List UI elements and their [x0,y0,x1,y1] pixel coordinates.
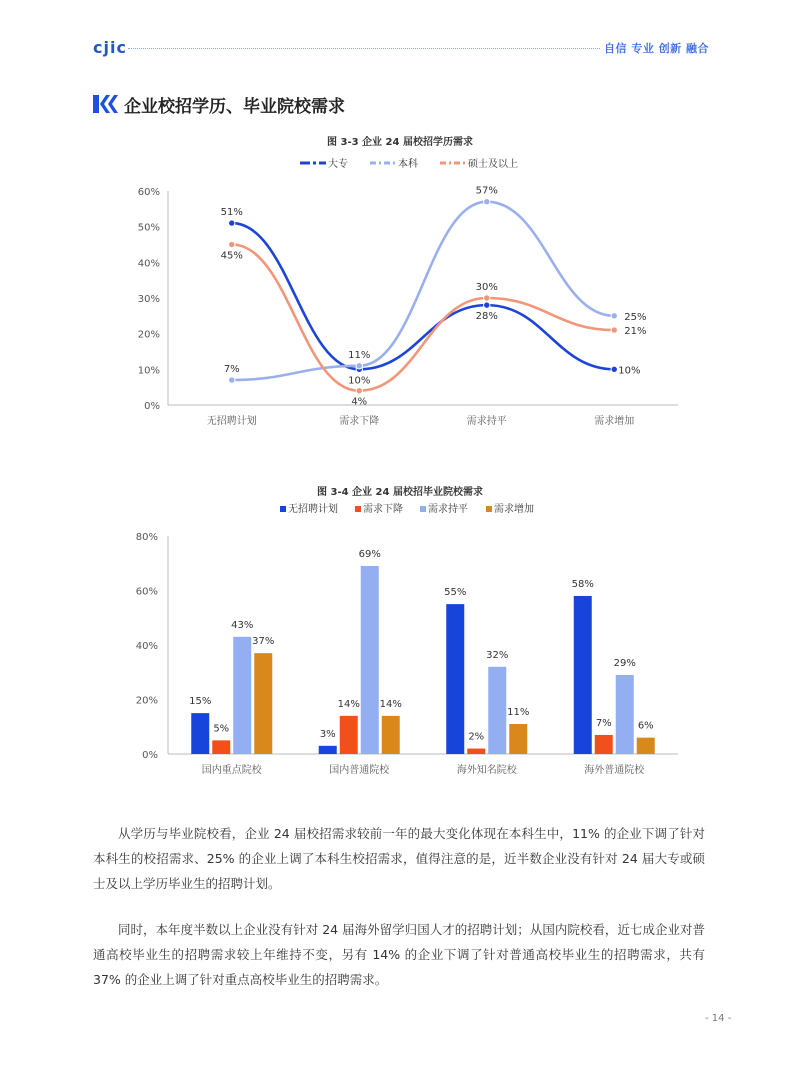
y-tick-label: 30% [137,294,160,305]
data-label: 45% [220,250,243,262]
figure-3-3-title: 图 3-3 企业 24 届校招学历需求 [327,137,473,148]
page-number: - 14 - [705,1013,732,1024]
bar [637,738,655,754]
data-point [356,388,362,394]
y-tick-label: 50% [137,222,160,234]
body-paragraph-2: 同时，本年度半数以上企业没有针对 24 届海外留学归国人才的招聘计划；从国内院校看，近七成企业对普通高校毕业生的招聘需求较上年维持不变，另有 14% 的企业下调了针对普通高校毕业生的招聘需求，共有 37% 的企业上调了针对重点高校毕业生的招聘需求。 [93,922,705,987]
data-label: 10% [618,365,641,377]
header-slogan: 自信 专业 创新 融合 [604,42,709,55]
bar [595,735,613,754]
legend-label: 需求增加 [494,504,534,515]
x-tick-label: 需求持平 [466,416,507,427]
data-point [611,313,617,319]
x-tick-label: 无招聘计划 [206,416,257,427]
school-demand-bar-chart [0,498,793,788]
bar [233,637,251,754]
series-line [232,245,615,391]
legend-label: 无招聘计划 [288,504,338,515]
data-label: 4% [351,396,368,408]
bar-value-label: 5% [213,723,230,735]
bar-value-label: 58% [571,578,594,590]
data-point [229,220,235,226]
x-tick-label: 海外知名院校 [456,765,517,776]
bar-value-label: 6% [637,720,654,732]
data-label: 11% [348,349,371,361]
data-label: 10% [348,375,371,387]
bar [467,749,485,754]
legend-label: 需求下降 [363,504,403,515]
bar [191,713,209,754]
data-point [611,366,617,372]
bar [488,667,506,754]
legend-label: 本科 [398,159,418,170]
series-line [232,202,615,380]
y-tick-label: 20% [135,695,158,707]
data-point [611,327,617,333]
body-paragraph-1: 从学历与毕业院校看，企业 24 届校招需求较前一年的最大变化体现在本科生中，11% 的企业下调了针对本科生的校招需求、25% 的企业上调了本科生校招需求，值得注意的是，近半数企业没有针对 24 届大专或硕士及以上学历毕业生的招聘计划。 [93,826,705,891]
bar [382,716,400,754]
bar-value-label: 15% [189,696,212,708]
bar-value-label: 32% [486,649,509,661]
y-tick-label: 40% [137,258,160,270]
x-tick-label: 海外普通院校 [584,765,645,776]
data-point [229,241,235,247]
legend-swatch [355,506,361,512]
bar [446,604,464,754]
data-point [484,199,490,205]
legend-swatch [486,506,492,512]
bar-value-label: 55% [444,587,467,599]
logo: cjic [93,38,127,57]
x-tick-label: 国内普通院校 [329,765,390,776]
legend-label: 需求持平 [428,504,468,515]
data-point [356,363,362,369]
bar [319,746,337,754]
bar-value-label: 29% [613,657,636,669]
bar-value-label: 14% [337,698,360,710]
bar-value-label: 2% [468,731,485,743]
bar [616,675,634,754]
data-label: 57% [475,185,498,197]
x-tick-label: 需求下降 [339,416,380,427]
section-title: 企业校招学历、毕业院校需求 [124,97,345,117]
figure-3-4-title: 图 3-4 企业 24 届校招毕业院校需求 [317,487,483,498]
bar [361,566,379,754]
bar-value-label: 11% [507,707,530,719]
section-marker-icon [93,95,121,113]
bar [254,653,272,754]
y-tick-label: 60% [137,187,160,198]
data-point [484,302,490,308]
bar [340,716,358,754]
y-tick-label: 80% [135,532,158,543]
legend-swatch [420,506,426,512]
y-tick-label: 40% [135,641,158,652]
y-tick-label: 60% [135,586,158,598]
y-tick-label: 20% [137,329,160,341]
legend-label: 硕士及以上 [468,159,518,170]
bar-value-label: 7% [595,717,612,729]
data-point [229,377,235,383]
series-line [232,223,615,369]
y-tick-label: 0% [144,401,160,412]
data-label: 7% [223,364,240,376]
data-label: 51% [220,207,243,219]
bar-value-label: 43% [231,619,254,631]
data-point [484,295,490,301]
education-demand-line-chart [0,150,793,440]
data-label: 30% [475,282,498,293]
data-label: 25% [624,311,647,323]
data-label: 28% [475,311,498,323]
bar-value-label: 3% [319,728,336,740]
bar-value-label: 69% [358,548,381,560]
bar-value-label: 37% [252,636,275,648]
data-label: 21% [624,326,647,338]
legend-label: 大专 [328,159,348,170]
header-divider [128,48,600,49]
y-tick-label: 0% [142,750,158,761]
bar [212,740,230,754]
x-tick-label: 国内重点院校 [201,765,262,776]
y-tick-label: 10% [137,365,160,377]
x-tick-label: 需求增加 [594,416,635,427]
bar [574,596,592,754]
bar-value-label: 14% [379,698,402,710]
legend-swatch [280,506,286,512]
bar [509,724,527,754]
